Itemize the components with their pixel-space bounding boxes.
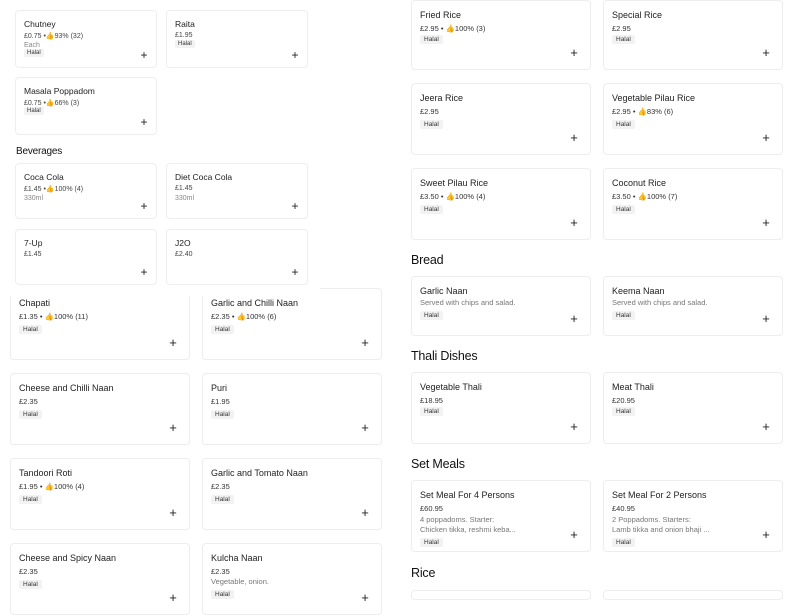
menu-item-card[interactable] (411, 590, 591, 600)
item-name: Coca Cola (24, 172, 64, 182)
item-description: 2 Poppadoms. Starters: (612, 515, 691, 524)
item-price: £2.40 (175, 251, 193, 258)
menu-item-card[interactable] (411, 83, 591, 155)
menu-item-card[interactable] (10, 373, 190, 445)
halal-badge: Halal (420, 311, 443, 320)
thumbs-up-icon: 👍 (44, 482, 54, 491)
thumbs-up-icon: 👍 (45, 33, 55, 40)
halal-badge: Halal (420, 407, 443, 416)
item-description-line2: Chicken tikka, reshmi keba... (420, 525, 516, 534)
item-name: Raita (175, 19, 195, 29)
halal-badge: Halal (612, 205, 635, 214)
item-name: Tandoori Roti (19, 468, 73, 478)
add-item-button[interactable]: + (138, 49, 150, 61)
menu-item-card[interactable] (603, 590, 783, 600)
add-item-button[interactable]: + (289, 266, 301, 278)
item-description: Served with chips and salad. (420, 298, 516, 307)
item-price: £2.95 • 👍100% (3) (420, 24, 486, 33)
item-note: 330ml (24, 195, 44, 202)
menu-item-card[interactable] (603, 83, 783, 155)
add-item-button[interactable]: + (165, 590, 181, 606)
overlay-panel (0, 0, 320, 296)
item-name: Set Meal For 4 Persons (420, 490, 515, 500)
halal-badge: Halal (19, 580, 42, 589)
item-description: Served with chips and salad. (612, 298, 708, 307)
thumbs-up-icon: 👍 (236, 312, 246, 321)
halal-badge: Halal (24, 107, 44, 115)
add-item-button[interactable]: + (566, 527, 582, 543)
item-name: J2O (175, 238, 191, 248)
halal-badge: Halal (420, 35, 443, 44)
item-description: 4 poppadoms. Starter: (420, 515, 495, 524)
add-item-button[interactable]: + (566, 130, 582, 146)
item-price: £0.75 •👍93% (32) (24, 33, 84, 40)
add-item-button[interactable]: + (165, 335, 181, 351)
add-item-button[interactable]: + (357, 505, 373, 521)
thumbs-up-icon: 👍 (445, 24, 455, 33)
item-price: £1.95 • 👍100% (4) (19, 482, 85, 491)
item-price: £1.95 (175, 32, 193, 39)
item-name: 7-Up (24, 238, 43, 248)
item-price: £18.95 (420, 396, 443, 405)
add-item-button[interactable]: + (138, 116, 150, 128)
add-item-button[interactable]: + (357, 420, 373, 436)
halal-badge: Halal (175, 40, 195, 48)
item-name: Cheese and Chilli Naan (19, 383, 114, 393)
thumbs-up-icon: 👍 (637, 192, 647, 201)
halal-badge: Halal (24, 49, 44, 57)
item-price: £60.95 (420, 504, 443, 513)
item-name: Sweet Pilau Rice (420, 178, 489, 188)
item-name: Set Meal For 2 Persons (612, 490, 707, 500)
halal-badge: Halal (612, 311, 635, 320)
halal-badge: Halal (19, 495, 42, 504)
menu-item-card[interactable] (411, 276, 591, 336)
menu-item-card[interactable] (10, 458, 190, 530)
item-price: £2.35 (19, 397, 38, 406)
add-item-button[interactable]: + (758, 527, 774, 543)
item-name: Garlic Naan (420, 286, 468, 296)
add-item-button[interactable]: + (758, 45, 774, 61)
menu-item-card[interactable] (15, 77, 157, 135)
halal-badge: Halal (211, 410, 234, 419)
menu-item-card[interactable] (603, 168, 783, 240)
item-name: Garlic and Chilli Naan (211, 298, 299, 308)
menu-item-card[interactable] (15, 10, 157, 68)
item-price: £2.35 • 👍100% (6) (211, 312, 277, 321)
halal-badge: Halal (612, 407, 635, 416)
item-name: Coconut Rice (612, 178, 667, 188)
menu-item-card[interactable] (10, 288, 190, 360)
item-name: Vegetable Pilau Rice (612, 93, 696, 103)
item-name: Garlic and Tomato Naan (211, 468, 308, 478)
item-price: £1.45 (175, 185, 193, 192)
item-name: Chutney (24, 19, 56, 29)
halal-badge: Halal (612, 538, 635, 547)
add-item-button[interactable]: + (566, 419, 582, 435)
item-name: Fried Rice (420, 10, 462, 20)
item-price: £1.95 (211, 397, 230, 406)
menu-item-card[interactable] (10, 543, 190, 615)
add-item-button[interactable]: + (138, 266, 150, 278)
menu-item-card[interactable] (202, 543, 382, 615)
menu-item-card[interactable] (15, 229, 157, 285)
item-note: 330ml (175, 195, 195, 202)
item-price: £1.35 • 👍100% (11) (19, 312, 88, 321)
item-price: £3.50 • 👍100% (4) (420, 192, 486, 201)
thumbs-up-icon: 👍 (44, 312, 54, 321)
item-description-line2: Lamb tikka and onion bhaji ... (612, 525, 710, 534)
item-price: £2.35 (211, 567, 230, 576)
menu-item-card[interactable] (411, 0, 591, 70)
menu-item-card[interactable] (411, 372, 591, 444)
add-item-button[interactable]: + (566, 215, 582, 231)
menu-item-card[interactable] (166, 229, 308, 285)
menu-item-card[interactable] (202, 373, 382, 445)
add-item-button[interactable]: + (289, 49, 301, 61)
section-heading-beverages: Beverages (16, 146, 63, 157)
add-item-button[interactable]: + (289, 200, 301, 212)
thumbs-up-icon: 👍 (637, 107, 647, 116)
add-item-button[interactable]: + (165, 420, 181, 436)
halal-badge: Halal (420, 120, 443, 129)
section-heading-bread: Bread (411, 253, 444, 267)
item-name: Masala Poppadom (24, 86, 95, 96)
add-item-button[interactable]: + (566, 45, 582, 61)
add-item-button[interactable]: + (357, 590, 373, 606)
thumbs-up-icon: 👍 (45, 186, 55, 193)
add-item-button[interactable]: + (566, 311, 582, 327)
halal-badge: Halal (420, 205, 443, 214)
item-name: Special Rice (612, 10, 663, 20)
section-heading-rice: Rice (411, 566, 436, 580)
item-name: Chapati (19, 298, 51, 308)
menu-item-card[interactable] (411, 480, 591, 552)
item-price: £1.45 •👍100% (4) (24, 186, 84, 193)
halal-badge: Halal (19, 410, 42, 419)
add-item-button[interactable]: + (357, 335, 373, 351)
halal-badge: Halal (211, 590, 234, 599)
item-price: £0.75 •👍66% (3) (24, 100, 80, 107)
add-item-button[interactable]: + (758, 215, 774, 231)
item-price: £2.35 (211, 482, 230, 491)
menu-item-card[interactable] (202, 458, 382, 530)
add-item-button[interactable]: + (758, 419, 774, 435)
menu-item-card[interactable] (603, 480, 783, 552)
menu-item-card[interactable] (166, 163, 308, 219)
item-note: Each (24, 42, 40, 49)
item-price: £2.95 • 👍83% (6) (612, 107, 674, 116)
item-name: Jeera Rice (420, 93, 464, 103)
item-price: £2.35 (19, 567, 38, 576)
item-price: £2.95 (420, 107, 439, 116)
thumbs-up-icon: 👍 (45, 100, 55, 107)
item-name: Vegetable Thali (420, 382, 482, 392)
add-item-button[interactable]: + (758, 130, 774, 146)
menu-item-card[interactable] (411, 168, 591, 240)
halal-badge: Halal (420, 538, 443, 547)
halal-badge: Halal (612, 35, 635, 44)
item-description: Vegetable, onion. (211, 577, 269, 586)
item-name: Kulcha Naan (211, 553, 263, 563)
item-name: Keema Naan (612, 286, 665, 296)
halal-badge: Halal (612, 120, 635, 129)
add-item-button[interactable]: + (758, 311, 774, 327)
menu-item-card[interactable] (603, 372, 783, 444)
halal-badge: Halal (211, 325, 234, 334)
item-name: Puri (211, 383, 228, 393)
thumbs-up-icon: 👍 (445, 192, 455, 201)
section-heading-set-meals: Set Meals (411, 457, 465, 471)
item-price: £40.95 (612, 504, 635, 513)
halal-badge: Halal (211, 495, 234, 504)
item-name: Diet Coca Cola (175, 172, 233, 182)
menu-item-card[interactable] (202, 288, 382, 360)
menu-item-card[interactable] (15, 163, 157, 219)
item-price: £1.45 (24, 251, 42, 258)
add-item-button[interactable]: + (138, 200, 150, 212)
section-heading-thali: Thali Dishes (411, 349, 478, 363)
menu-item-card[interactable] (603, 0, 783, 70)
item-price: £2.95 (612, 24, 631, 33)
menu-item-card[interactable] (166, 10, 308, 68)
add-item-button[interactable]: + (165, 505, 181, 521)
item-price: £3.50 • 👍100% (7) (612, 192, 678, 201)
halal-badge: Halal (19, 325, 42, 334)
item-price: £20.95 (612, 396, 635, 405)
menu-item-card[interactable] (603, 276, 783, 336)
item-name: Cheese and Spicy Naan (19, 553, 117, 563)
item-name: Meat Thali (612, 382, 654, 392)
